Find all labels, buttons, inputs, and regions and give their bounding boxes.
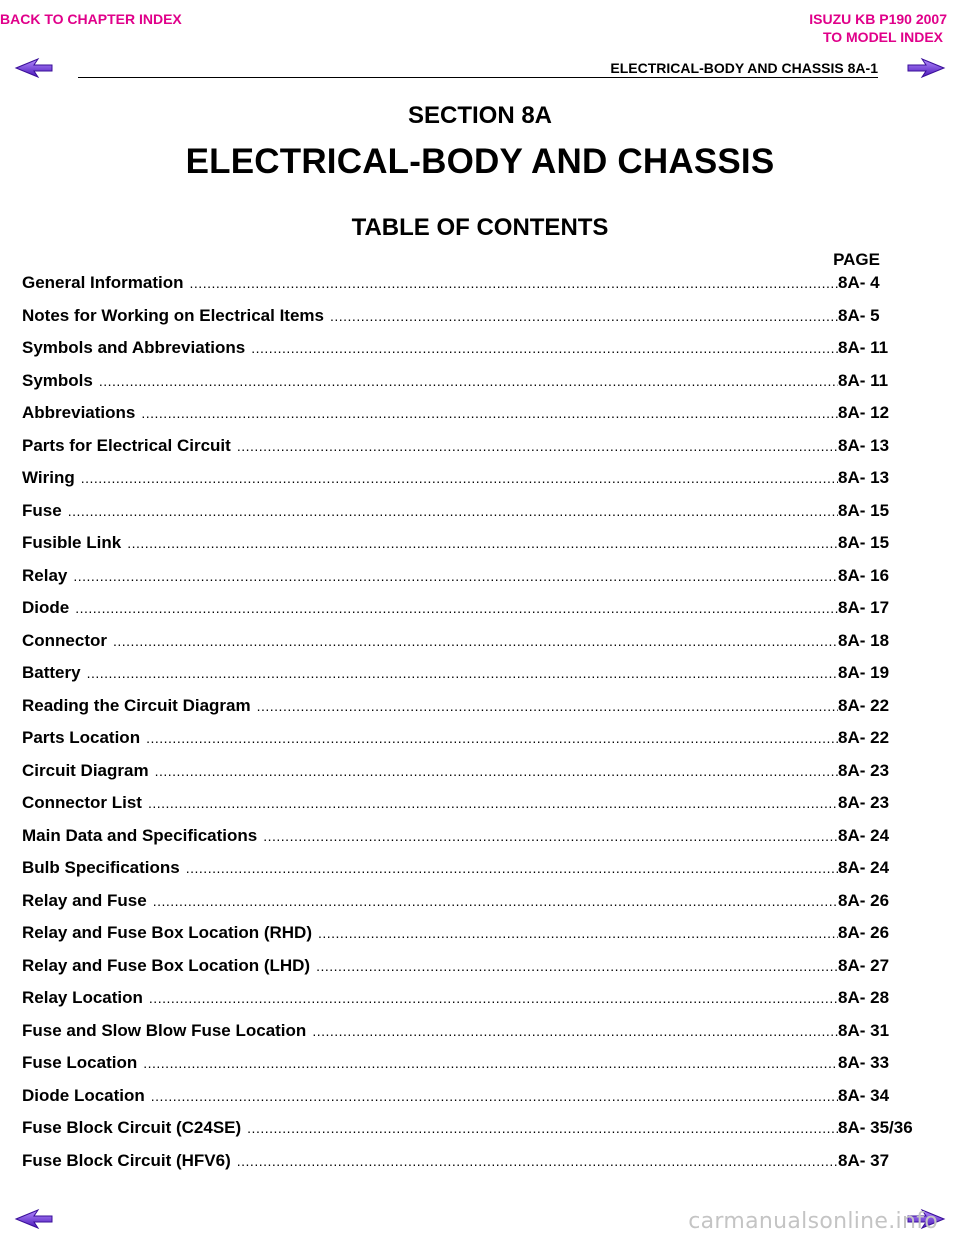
toc-entry-page: 8A- 24 [838,858,890,877]
toc-entry[interactable] [22,497,922,530]
toc-entry[interactable] [22,269,922,302]
toc-dot-leader [151,1082,838,1110]
toc-dot-leader [251,334,838,362]
toc-entry-title: Connector List [22,793,142,812]
toc-entry-title: Relay and Fuse Box Location (RHD) [22,923,312,942]
main-title: ELECTRICAL-BODY AND CHASSIS [185,142,775,181]
toc-entry[interactable] [22,724,922,757]
toc-entry-page: 8A- 33 [838,1053,890,1072]
toc-entry[interactable] [22,432,922,465]
toc-dot-leader [247,1114,838,1142]
toc-dot-leader [263,822,838,850]
toc-dot-leader [81,464,838,492]
toc-entry-page: 8A- 15 [838,500,890,520]
toc-entry[interactable] [22,919,922,952]
toc-dot-leader [87,659,838,687]
toc-entry[interactable] [22,529,922,562]
toc-entry-title: Notes for Working on Electrical Items [22,305,324,325]
toc-entry-page: 8A- 11 [838,338,889,357]
toc-title: TABLE OF CONTENTS [351,214,609,241]
toc-entry[interactable] [22,399,922,432]
toc-entry[interactable] [22,594,922,627]
arrow-left-icon[interactable] [14,57,54,79]
toc-entry-title: Bulb Specifications [22,858,180,877]
toc-dot-leader [149,984,838,1012]
toc-entry[interactable] [22,822,922,855]
toc-dot-leader [143,1049,838,1077]
toc-entry[interactable] [22,1082,922,1115]
toc-dot-leader [312,1017,838,1045]
toc-entry-title: Main Data and Specifications [22,825,258,845]
page-header: ELECTRICAL-BODY AND CHASSIS 8A-1 [610,60,878,76]
toc-entry-title: Fuse [22,500,62,520]
toc-entry-title: Battery [22,663,81,682]
toc-entry-page: 8A- 26 [838,890,890,910]
toc-entry-title: Fuse Location [22,1053,138,1072]
toc-entry-page: 8A- 4 [838,273,880,292]
arrow-right-icon[interactable] [906,57,946,79]
toc-entry-title: Relay and Fuse [22,890,147,910]
toc-entry-page: 8A- 37 [838,1150,890,1170]
toc-entry-page: 8A- 12 [838,403,890,422]
toc-entry-title: Symbols [22,370,93,390]
toc-entry[interactable] [22,334,922,367]
toc-entry-page: 8A- 18 [838,630,890,650]
toc-entry[interactable] [22,789,922,822]
toc-entry-title: Relay Location [22,988,143,1007]
page-column-heading: PAGE [833,250,880,269]
toc-entry-page: 8A- 22 [838,728,890,747]
toc-entry[interactable] [22,854,922,887]
toc-entry[interactable] [22,627,922,660]
toc-entry-title: Wiring [22,468,75,487]
toc-entry-page: 8A- 15 [838,533,890,552]
toc-entry-page: 8A- 11 [838,370,889,390]
toc-dot-leader [330,302,838,330]
toc-entry[interactable] [22,562,922,595]
toc-entry[interactable] [22,1017,922,1050]
toc-entry-title: Circuit Diagram [22,760,149,780]
toc-entry-page: 8A- 26 [838,923,890,942]
toc-entry-page: 8A- 5 [838,305,880,325]
toc-entry[interactable] [22,1114,922,1147]
toc-entry-page: 8A- 22 [838,695,890,715]
toc-dot-leader [186,854,838,882]
toc-dot-leader [73,562,838,590]
toc-dot-leader [148,789,838,817]
toc-entry-title: Reading the Circuit Diagram [22,695,251,715]
toc-entry-page: 8A- 23 [838,760,890,780]
arrow-left-icon[interactable] [14,1208,54,1230]
toc-entry[interactable] [22,757,922,790]
toc-entry-page: 8A- 24 [838,825,890,845]
toc-entry-title: Fuse Block Circuit (HFV6) [22,1150,231,1170]
model-title-link[interactable]: ISUZU KB P190 2007 [809,11,947,27]
toc-entry-page: 8A- 13 [838,435,890,455]
toc-entry[interactable] [22,302,922,335]
toc-dot-leader [318,919,838,947]
toc-entry-page: 8A- 31 [838,1020,890,1040]
toc-entry[interactable] [22,659,922,692]
toc-entry-title: Relay [22,565,68,585]
toc-dot-leader [316,952,838,980]
table-of-contents [22,269,922,1179]
toc-dot-leader [127,529,838,557]
toc-entry-title: Parts Location [22,728,141,747]
toc-dot-leader [153,887,838,915]
toc-entry[interactable] [22,692,922,725]
toc-dot-leader [99,367,838,395]
toc-entry-title: Relay and Fuse Box Location (LHD) [22,955,311,975]
section-title: SECTION 8A [407,102,553,129]
toc-entry[interactable] [22,367,922,400]
toc-dot-leader [146,724,838,752]
toc-entry-title: Fusible Link [22,533,122,552]
toc-dot-leader [257,692,838,720]
toc-dot-leader [190,269,838,297]
toc-entry-title: Abbreviations [22,403,136,422]
toc-entry-title: Connector [22,630,107,650]
header-divider [78,77,878,78]
toc-entry[interactable] [22,952,922,985]
toc-entry-title: General Information [22,273,184,292]
toc-entry[interactable] [22,984,922,1017]
toc-dot-leader [68,497,838,525]
toc-entry-page: 8A- 16 [838,565,890,585]
back-to-chapter-index-link[interactable]: BACK TO CHAPTER INDEX [0,11,182,27]
toc-entry-page: 8A- 13 [838,468,890,487]
toc-entry-page: 8A- 27 [838,955,890,975]
to-model-index-link[interactable]: TO MODEL INDEX [822,29,943,45]
toc-entry[interactable] [22,464,922,497]
toc-entry-title: Diode Location [22,1085,145,1105]
toc-entry-title: Symbols and Abbreviations [22,338,246,357]
toc-entry[interactable] [22,1147,922,1180]
toc-dot-leader [141,399,838,427]
toc-entry-title: Diode [22,598,70,617]
toc-entry-page: 8A- 19 [838,663,890,682]
toc-entry[interactable] [22,887,922,920]
toc-dot-leader [113,627,838,655]
toc-entry-title: Parts for Electrical Circuit [22,435,231,455]
toc-entry-page: 8A- 28 [838,988,890,1007]
toc-entry-page: 8A- 35/36 [838,1118,913,1137]
toc-dot-leader [75,594,838,622]
toc-entry-title: Fuse and Slow Blow Fuse Location [22,1020,307,1040]
toc-entry[interactable] [22,1049,922,1082]
watermark: carmanualsonline.info [688,1209,938,1234]
toc-dot-leader [237,432,838,460]
toc-entry-page: 8A- 34 [838,1085,890,1105]
toc-dot-leader [155,757,838,785]
toc-entry-page: 8A- 17 [838,598,890,617]
toc-dot-leader [237,1147,838,1175]
toc-entry-page: 8A- 23 [838,793,890,812]
toc-entry-title: Fuse Block Circuit (C24SE) [22,1118,242,1137]
